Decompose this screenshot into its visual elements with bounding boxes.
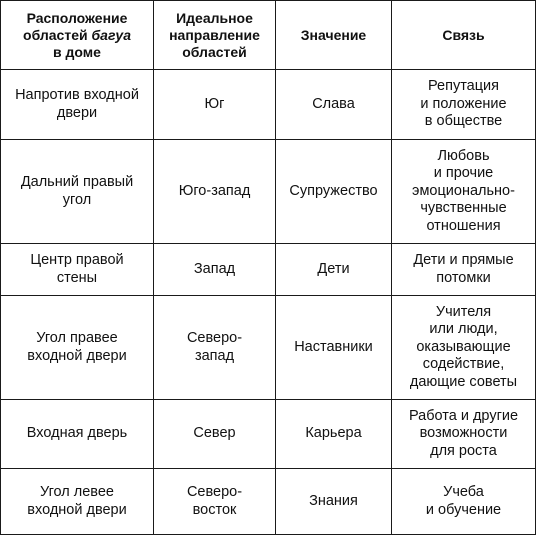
- table-header-row: [1, 1, 536, 70]
- cell-relation: Учителя или люди, оказывающие содействие, дающие советы: [392, 296, 536, 400]
- header-location-text-start: Расположение областей: [23, 9, 128, 43]
- cell-location: Центр правой стены: [1, 244, 154, 296]
- table-row: [1, 244, 536, 296]
- cell-meaning: Супружество: [276, 140, 392, 244]
- header-direction: Идеальное направление областей: [154, 1, 276, 70]
- header-meaning: Значение: [276, 1, 392, 70]
- cell-relation: Учеба и обучение: [392, 469, 536, 535]
- cell-location: Угол правее входной двери: [1, 296, 154, 400]
- header-location-text-end: в доме: [53, 43, 101, 60]
- cell-location: Угол левее входной двери: [1, 469, 154, 535]
- cell-meaning: Дети: [276, 244, 392, 296]
- cell-direction: Запад: [154, 244, 276, 296]
- cell-relation: Дети и прямые потомки: [392, 244, 536, 296]
- cell-location: Дальний правый угол: [1, 140, 154, 244]
- header-location-bagua-term: багуа: [91, 26, 131, 43]
- cell-meaning: Наставники: [276, 296, 392, 400]
- cell-location: Входная дверь: [1, 400, 154, 469]
- cell-meaning: Карьера: [276, 400, 392, 469]
- table-row: [1, 400, 536, 469]
- table-row: [1, 469, 536, 535]
- table-row: [1, 296, 536, 400]
- cell-meaning: Знания: [276, 469, 392, 535]
- table-row: [1, 70, 536, 140]
- cell-location: Напротив входной двери: [1, 70, 154, 140]
- cell-relation: Репутация и положение в обществе: [392, 70, 536, 140]
- cell-direction: Север: [154, 400, 276, 469]
- cell-direction: Северо- восток: [154, 469, 276, 535]
- cell-direction: Северо- запад: [154, 296, 276, 400]
- table-row: [1, 140, 536, 244]
- cell-relation: Любовь и прочие эмоционально- чувственные отношения: [392, 140, 536, 244]
- cell-direction: Юго-запад: [154, 140, 276, 244]
- header-location: [1, 1, 154, 70]
- cell-relation: Работа и другие возможности для роста: [392, 400, 536, 469]
- header-relation: Связь: [392, 1, 536, 70]
- cell-direction: Юг: [154, 70, 276, 140]
- cell-meaning: Слава: [276, 70, 392, 140]
